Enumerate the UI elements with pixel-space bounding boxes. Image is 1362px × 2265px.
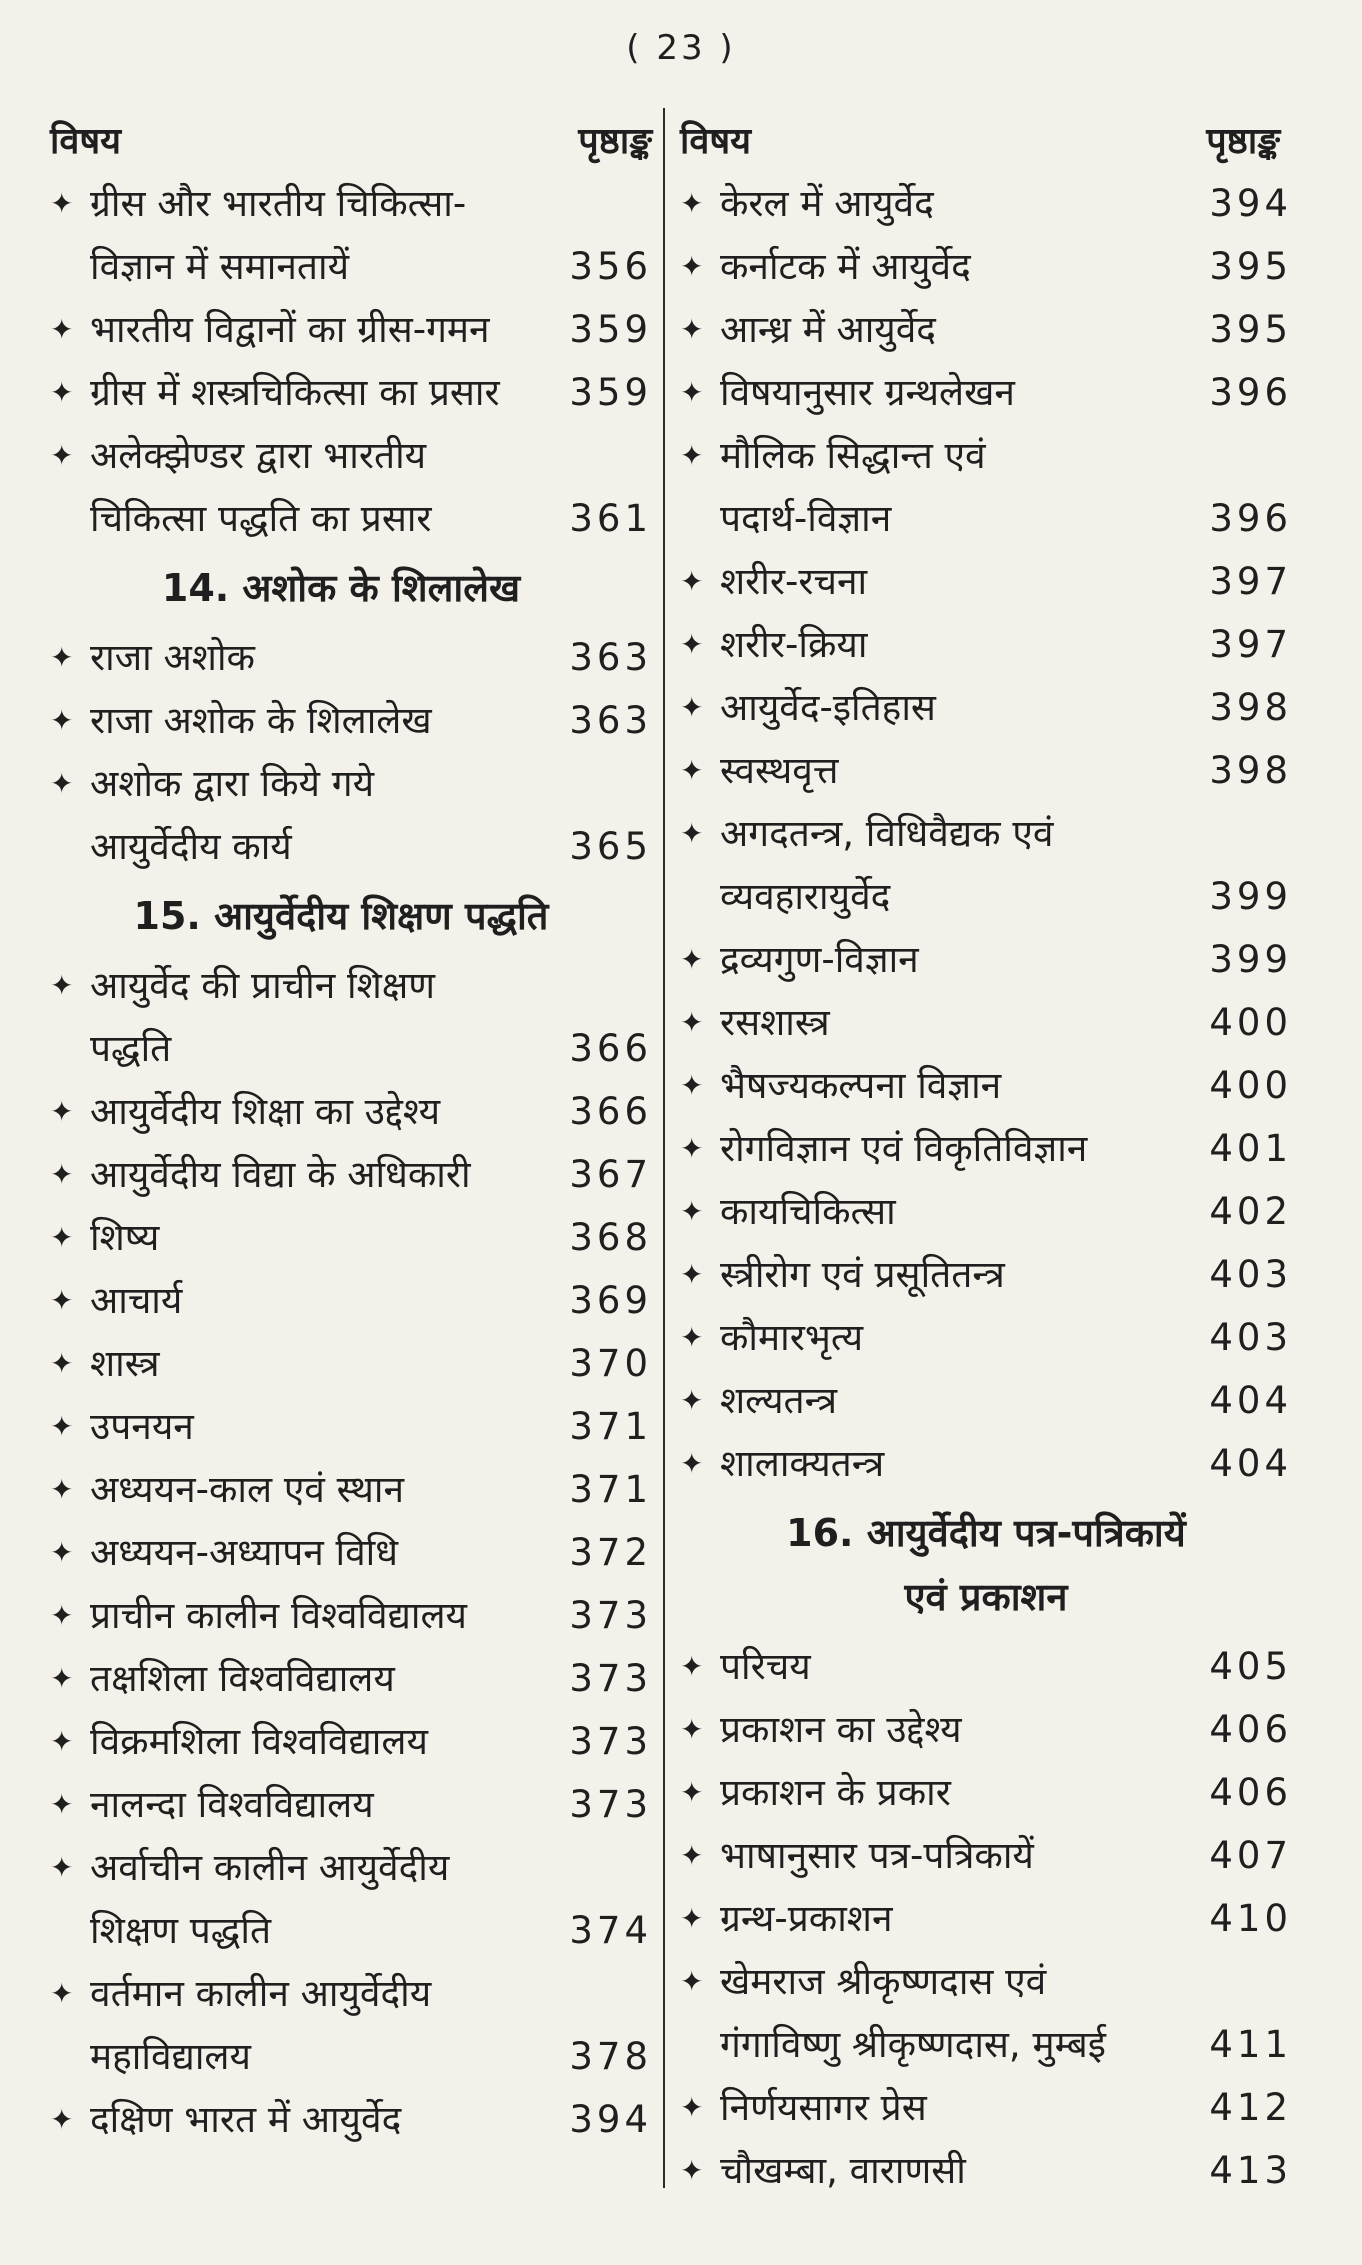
toc-entry-page: 411	[1209, 2023, 1292, 2066]
column-header	[50, 112, 652, 172]
bullet-icon: ✦	[680, 1713, 704, 1746]
toc-entry-title: भैषज्यकल्पना विज्ञान	[720, 1064, 1002, 1107]
toc-entry-page: 373	[569, 1720, 652, 1763]
toc-entry-title: तक्षशिला विश्वविद्यालय	[90, 1657, 395, 1700]
toc-entry-title: उपनयन	[90, 1405, 194, 1448]
toc-entry	[680, 172, 1292, 235]
bullet-icon: ✦	[50, 2103, 74, 2136]
toc-entry-page: 369	[569, 1279, 652, 1322]
toc-entry-page: 406	[1209, 1708, 1292, 1751]
header-page: पृष्ठाङ्क	[578, 121, 652, 162]
toc-entry-title: अर्वाचीन कालीन आयुर्वेदीय	[90, 1846, 450, 1889]
toc-entry-title: आयुर्वेदीय कार्य	[90, 825, 292, 868]
toc-entry	[50, 1269, 652, 1332]
toc-entry-page: 406	[1209, 1771, 1292, 1814]
toc-entry	[50, 1395, 652, 1458]
bullet-icon: ✦	[50, 1977, 74, 2010]
toc-entry	[50, 1080, 652, 1143]
toc-entry-title: शास्त्र	[90, 1342, 160, 1385]
toc-entry	[50, 1962, 652, 2088]
left-column	[50, 112, 652, 2151]
bullet-icon: ✦	[680, 1321, 704, 1354]
toc-entry-title: प्रकाशन का उद्देश्य	[720, 1708, 962, 1751]
toc-entry-title: शालाक्यतन्त्र	[720, 1442, 885, 1485]
toc-entry	[680, 676, 1292, 739]
toc-entry-page: 404	[1209, 1379, 1292, 1422]
toc-entry-title: आयुर्वेद की प्राचीन शिक्षण	[90, 964, 436, 1007]
toc-entry-page: 400	[1209, 1001, 1292, 1044]
toc-entry-page: 371	[569, 1405, 652, 1448]
toc-entry-title: शल्यतन्त्र	[720, 1379, 838, 1422]
bullet-icon: ✦	[50, 376, 74, 409]
bullet-icon: ✦	[680, 565, 704, 598]
bullet-icon: ✦	[680, 313, 704, 346]
bullet-icon: ✦	[50, 1662, 74, 1695]
toc-entry-page: 404	[1209, 1442, 1292, 1485]
toc-entry-title: विषयानुसार ग्रन्थलेखन	[720, 371, 1015, 414]
header-page: पृष्ठाङ्क	[1206, 121, 1280, 162]
toc-entry-page: 370	[569, 1342, 652, 1385]
toc-entry	[680, 1887, 1292, 1950]
toc-entry-page: 367	[569, 1153, 652, 1196]
toc-entry	[50, 1647, 652, 1710]
toc-entry-title: आचार्य	[90, 1279, 183, 1322]
toc-entry-page: 403	[1209, 1316, 1292, 1359]
toc-entry-page: 394	[569, 2098, 652, 2141]
toc-entry-page: 412	[1209, 2086, 1292, 2129]
toc-entry	[50, 752, 652, 878]
toc-entry-page: 373	[569, 1783, 652, 1826]
column-divider	[663, 108, 665, 2188]
bullet-icon: ✦	[680, 1069, 704, 1102]
toc-entry	[680, 802, 1292, 928]
toc-entry-title: परिचय	[720, 1645, 811, 1688]
section-heading-16: 16. आयुर्वेदीय पत्र-पत्रिकायें	[786, 1511, 1186, 1555]
toc-entry-title: मौलिक सिद्धान्त एवं	[720, 434, 986, 477]
toc-entry-page: 365	[569, 825, 652, 868]
header-subject: विषय	[680, 121, 752, 162]
bullet-icon: ✦	[50, 1347, 74, 1380]
bullet-icon: ✦	[50, 1221, 74, 1254]
toc-entry-title: कायचिकित्सा	[720, 1190, 896, 1233]
toc-entry-title: कर्नाटक में आयुर्वेद	[720, 245, 971, 288]
toc-entry-page: 403	[1209, 1253, 1292, 1296]
toc-entry-page: 410	[1209, 1897, 1292, 1940]
toc-entry-page: 398	[1209, 749, 1292, 792]
bullet-icon: ✦	[50, 1599, 74, 1632]
toc-entry-page: 397	[1209, 560, 1292, 603]
bullet-icon: ✦	[50, 313, 74, 346]
toc-entry-title: प्रकाशन के प्रकार	[720, 1771, 951, 1814]
toc-entry-title: राजा अशोक के शिलालेख	[90, 699, 432, 742]
toc-entry-page: 373	[569, 1657, 652, 1700]
section-heading-16-continued: एवं प्रकाशन	[904, 1575, 1068, 1619]
toc-entry-title: राजा अशोक	[90, 636, 255, 679]
toc-entry-title: अध्ययन-अध्यापन विधि	[90, 1531, 399, 1574]
bullet-icon: ✦	[50, 969, 74, 1002]
bullet-icon: ✦	[680, 817, 704, 850]
bullet-icon: ✦	[680, 2091, 704, 2124]
toc-entry	[680, 298, 1292, 361]
toc-entry-title: आन्ध्र में आयुर्वेद	[720, 308, 936, 351]
toc-entry	[680, 613, 1292, 676]
bullet-icon: ✦	[680, 628, 704, 661]
toc-entry-title: चौखम्बा, वाराणसी	[720, 2149, 966, 2192]
toc-entry	[50, 361, 652, 424]
toc-entry	[680, 550, 1292, 613]
toc-entry-title: विक्रमशिला विश्वविद्यालय	[90, 1720, 428, 1763]
bullet-icon: ✦	[50, 1158, 74, 1191]
toc-entry	[680, 1635, 1292, 1698]
toc-entry-page: 359	[569, 371, 652, 414]
toc-entry-title: आयुर्वेदीय शिक्षा का उद्देश्य	[90, 1090, 441, 1133]
toc-entry	[50, 1710, 652, 1773]
bullet-icon: ✦	[680, 1195, 704, 1228]
toc-entry	[680, 361, 1292, 424]
toc-entry	[680, 1054, 1292, 1117]
toc-entry-title: भारतीय विद्वानों का ग्रीस-गमन	[90, 308, 490, 351]
bullet-icon: ✦	[50, 439, 74, 472]
toc-entry-title: गंगाविष्णु श्रीकृष्णदास, मुम्बई	[720, 2023, 1106, 2066]
toc-entry-page: 359	[569, 308, 652, 351]
toc-entry	[680, 1432, 1292, 1495]
toc-entry	[50, 626, 652, 689]
toc-entry-title: रसशास्त्र	[720, 1001, 830, 1044]
toc-entry-title: अलेक्झेण्डर द्वारा भारतीय	[90, 434, 427, 477]
toc-entry-page: 407	[1209, 1834, 1292, 1877]
bullet-icon: ✦	[680, 376, 704, 409]
bullet-icon: ✦	[50, 1473, 74, 1506]
toc-entry	[680, 1950, 1292, 2076]
toc-entry-page: 368	[569, 1216, 652, 1259]
toc-entry-title: शरीर-क्रिया	[720, 623, 868, 666]
toc-entry-page: 405	[1209, 1645, 1292, 1688]
toc-entry-title: शिक्षण पद्धति	[90, 1909, 272, 1952]
toc-entry	[50, 298, 652, 361]
toc-entry-title: ग्रीस और भारतीय चिकित्सा-	[90, 182, 467, 225]
toc-entry-page: 396	[1209, 497, 1292, 540]
toc-entry	[680, 1117, 1292, 1180]
bullet-icon: ✦	[50, 641, 74, 674]
toc-entry-title: स्वस्थवृत्त	[720, 749, 839, 792]
toc-entry-title: केरल में आयुर्वेद	[720, 182, 934, 225]
toc-entry-title: व्यवहारायुर्वेद	[720, 875, 891, 918]
toc-entry-page: 395	[1209, 308, 1292, 351]
toc-entry	[680, 1369, 1292, 1432]
toc-entry-title: महाविद्यालय	[90, 2035, 251, 2078]
toc-entry	[680, 1761, 1292, 1824]
bullet-icon: ✦	[50, 1851, 74, 1884]
toc-entry	[680, 424, 1292, 550]
toc-entry-page: 356	[569, 245, 652, 288]
bullet-icon: ✦	[50, 187, 74, 220]
toc-entry-title: द्रव्यगुण-विज्ञान	[720, 938, 919, 981]
bullet-icon: ✦	[680, 754, 704, 787]
toc-entry	[50, 172, 652, 298]
toc-entry-title: रोगविज्ञान एवं विकृतिविज्ञान	[720, 1127, 1088, 1170]
toc-entry-title: वर्तमान कालीन आयुर्वेदीय	[90, 1972, 432, 2015]
toc-entry	[50, 954, 652, 1080]
section-heading-15: 15. आयुर्वेदीय शिक्षण पद्धति	[133, 894, 549, 938]
toc-entry	[680, 1306, 1292, 1369]
toc-entry	[50, 1773, 652, 1836]
bullet-icon: ✦	[50, 1410, 74, 1443]
toc-entry-title: निर्णयसागर प्रेस	[720, 2086, 927, 2129]
toc-entry	[50, 1206, 652, 1269]
toc-entry-page: 401	[1209, 1127, 1292, 1170]
toc-entry-title: प्राचीन कालीन विश्वविद्यालय	[90, 1594, 468, 1637]
toc-entry-page: 366	[569, 1027, 652, 1070]
toc-entry-title: स्त्रीरोग एवं प्रसूतितन्त्र	[720, 1253, 1005, 1296]
toc-entry	[50, 1584, 652, 1647]
right-column	[680, 112, 1292, 2202]
toc-entry	[680, 739, 1292, 802]
toc-entry-title: पद्धति	[90, 1027, 172, 1070]
toc-entry	[680, 1243, 1292, 1306]
bullet-icon: ✦	[50, 1095, 74, 1128]
toc-entry-title: खेमराज श्रीकृष्णदास एवं	[720, 1960, 1047, 2003]
toc-entry-page: 398	[1209, 686, 1292, 729]
bullet-icon: ✦	[680, 1132, 704, 1165]
toc-entry	[50, 1458, 652, 1521]
toc-entry	[680, 928, 1292, 991]
toc-entry	[680, 1824, 1292, 1887]
toc-entry-page: 363	[569, 636, 652, 679]
toc-entry	[50, 689, 652, 752]
toc-entry-page: 397	[1209, 623, 1292, 666]
toc-entry-title: भाषानुसार पत्र-पत्रिकायें	[720, 1834, 1034, 1877]
toc-entry-title: नालन्दा विश्वविद्यालय	[90, 1783, 374, 1826]
bullet-icon: ✦	[680, 1258, 704, 1291]
toc-entry-title: आयुर्वेद-इतिहास	[720, 686, 936, 729]
page-number: ( 23 )	[626, 28, 736, 68]
toc-entry-title: आयुर्वेदीय विद्या के अधिकारी	[90, 1153, 471, 1196]
toc-entry	[680, 1698, 1292, 1761]
toc-entry	[50, 1143, 652, 1206]
toc-entry-page: 399	[1209, 938, 1292, 981]
bullet-icon: ✦	[50, 1284, 74, 1317]
bullet-icon: ✦	[680, 1650, 704, 1683]
toc-entry	[680, 1180, 1292, 1243]
toc-entry-title: अगदतन्त्र, विधिवैद्यक एवं	[720, 812, 1054, 855]
toc-entry-title: शिष्य	[90, 1216, 160, 1259]
toc-entry	[50, 2088, 652, 2151]
bullet-icon: ✦	[680, 439, 704, 472]
toc-entry-page: 361	[569, 497, 652, 540]
toc-entry	[680, 235, 1292, 298]
toc-entry-page: 395	[1209, 245, 1292, 288]
section-heading-14: 14. अशोक के शिलालेख	[161, 566, 521, 610]
toc-entry	[50, 424, 652, 550]
toc-entry-page: 371	[569, 1468, 652, 1511]
toc-entry-page: 399	[1209, 875, 1292, 918]
toc-entry-page: 374	[569, 1909, 652, 1952]
toc-entry-page: 413	[1209, 2149, 1292, 2192]
toc-entry-title: अध्ययन-काल एवं स्थान	[90, 1468, 405, 1511]
toc-entry-title: चिकित्सा पद्धति का प्रसार	[90, 497, 432, 540]
toc-entry-page: 394	[1209, 182, 1292, 225]
toc-entry-page: 363	[569, 699, 652, 742]
toc-entry-page: 372	[569, 1531, 652, 1574]
bullet-icon: ✦	[680, 187, 704, 220]
bullet-icon: ✦	[680, 1839, 704, 1872]
toc-entry	[680, 2076, 1292, 2139]
column-header	[680, 112, 1292, 172]
toc-entry-title: शरीर-रचना	[720, 560, 868, 603]
header-subject: विषय	[50, 121, 122, 162]
toc-entry-page: 366	[569, 1090, 652, 1133]
toc-entry	[50, 1836, 652, 1962]
bullet-icon: ✦	[680, 943, 704, 976]
bullet-icon: ✦	[50, 1536, 74, 1569]
bullet-icon: ✦	[50, 1788, 74, 1821]
bullet-icon: ✦	[680, 1965, 704, 1998]
bullet-icon: ✦	[680, 1384, 704, 1417]
toc-entry-page: 373	[569, 1594, 652, 1637]
toc-entry-page: 396	[1209, 371, 1292, 414]
bullet-icon: ✦	[50, 767, 74, 800]
toc-entry-title: कौमारभृत्य	[720, 1316, 864, 1359]
bullet-icon: ✦	[680, 1902, 704, 1935]
bullet-icon: ✦	[680, 691, 704, 724]
toc-entry-page: 400	[1209, 1064, 1292, 1107]
toc-entry-title: दक्षिण भारत में आयुर्वेद	[90, 2098, 402, 2141]
toc-entry-title: पदार्थ-विज्ञान	[720, 497, 892, 540]
toc-entry-page: 378	[569, 2035, 652, 2078]
toc-entry	[50, 1332, 652, 1395]
bullet-icon: ✦	[50, 704, 74, 737]
toc-entry-title: अशोक द्वारा किये गये	[90, 762, 375, 805]
bullet-icon: ✦	[680, 1006, 704, 1039]
bullet-icon: ✦	[680, 1776, 704, 1809]
toc-entry	[680, 991, 1292, 1054]
toc-entry	[680, 2139, 1292, 2202]
toc-entry-page: 402	[1209, 1190, 1292, 1233]
bullet-icon: ✦	[50, 1725, 74, 1758]
toc-entry-title: ग्रन्थ-प्रकाशन	[720, 1897, 893, 1940]
bullet-icon: ✦	[680, 1447, 704, 1480]
toc-entry	[50, 1521, 652, 1584]
toc-entry-title: ग्रीस में शस्त्रचिकित्सा का प्रसार	[90, 371, 500, 414]
bullet-icon: ✦	[680, 250, 704, 283]
bullet-icon: ✦	[680, 2154, 704, 2187]
toc-entry-title: विज्ञान में समानतायें	[90, 245, 350, 288]
